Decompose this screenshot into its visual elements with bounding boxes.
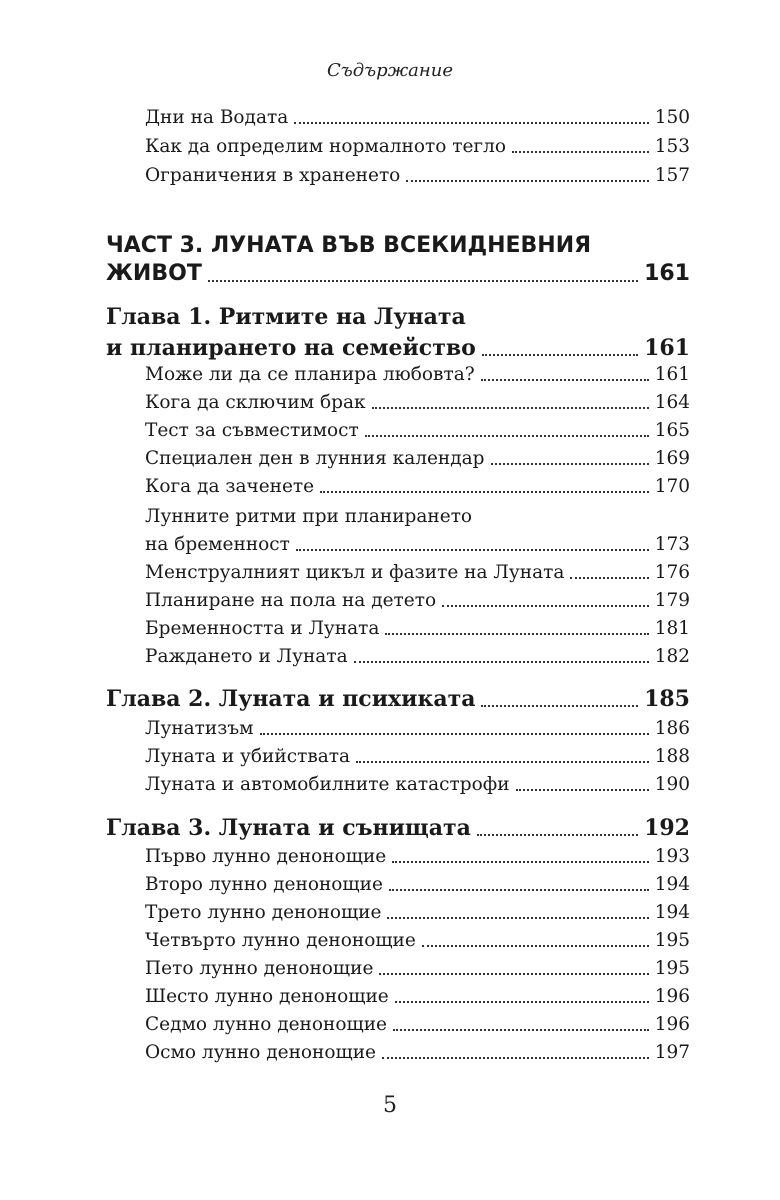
- toc-entry-page: 193: [654, 846, 690, 867]
- toc-entry-label: Луната и автомобилните катастрофи: [145, 774, 510, 795]
- chapter-title-line1: Глава 1. Ритмите на Луната: [106, 304, 466, 330]
- toc-entry-page: 182: [654, 646, 690, 667]
- dot-leader: [379, 973, 648, 975]
- toc-entry: [145, 1011, 690, 1039]
- part-page: 161: [644, 261, 690, 286]
- toc-entry-page: 194: [654, 874, 690, 895]
- toc-entry-page: 150: [654, 107, 690, 128]
- toc-entry: [145, 133, 690, 161]
- chapter-heading: [106, 682, 690, 716]
- toc-entry-page: 186: [654, 718, 690, 739]
- chapter-heading: [106, 811, 690, 845]
- toc-entry-page: 197: [654, 1042, 690, 1063]
- chapter-page: 192: [644, 815, 690, 841]
- dot-leader: [395, 1001, 649, 1003]
- dot-leader: [422, 945, 649, 947]
- toc-entry-page: 165: [654, 420, 690, 441]
- toc-entry: [145, 587, 690, 615]
- dot-leader: [389, 889, 649, 891]
- toc-entry-page: 153: [654, 136, 690, 157]
- dot-leader: [442, 605, 649, 607]
- toc-entry-label: Осмо лунно денонощие: [145, 1042, 377, 1063]
- chapter-title-line2: и планирането на семейство: [106, 335, 476, 361]
- toc-entry-label: Тест за съвместимост: [145, 420, 359, 441]
- toc-entry-page: 194: [654, 902, 690, 923]
- toc-entry-label: Седмо лунно денонощие: [145, 1014, 387, 1035]
- toc-entry-page: 161: [654, 364, 690, 385]
- toc-entry: [145, 531, 690, 559]
- toc-entry-page: 190: [654, 774, 690, 795]
- toc-entry-label: Ограничения в храненето: [145, 165, 401, 186]
- dot-leader: [482, 354, 638, 356]
- dot-leader: [296, 549, 649, 551]
- toc-entry-page: 196: [654, 986, 690, 1007]
- dot-leader: [406, 180, 648, 182]
- toc-entry-page: 173: [654, 534, 690, 555]
- page-number: 5: [383, 1093, 397, 1118]
- toc-entry-page: 170: [654, 476, 690, 497]
- part-heading: [106, 257, 690, 291]
- toc-entry: [145, 104, 690, 132]
- toc-entry: [145, 843, 690, 871]
- toc-entry-page: 164: [654, 392, 690, 413]
- toc-entry: [145, 361, 690, 389]
- dot-leader: [491, 463, 649, 465]
- toc-entry: [145, 715, 690, 743]
- dot-leader: [365, 435, 649, 437]
- toc-entry: [145, 615, 690, 643]
- toc-entry-page: 181: [654, 618, 690, 639]
- toc-entry: [145, 559, 690, 587]
- toc-entry-label: Шесто лунно денонощие: [145, 986, 389, 1007]
- dot-leader: [320, 491, 649, 493]
- toc-entry-page: 195: [654, 930, 690, 951]
- dot-leader: [382, 1057, 649, 1059]
- toc-entry-label: Дни на Водата: [145, 107, 289, 128]
- toc-entry-label: Лунатизъм: [145, 718, 254, 739]
- toc-entry: [145, 927, 690, 955]
- dot-leader: [516, 789, 649, 791]
- toc-entry: [145, 1039, 690, 1067]
- toc-entry-label: Първо лунно денонощие: [145, 846, 387, 867]
- chapter-title: Глава 3. Луната и сънищата: [106, 815, 471, 841]
- toc-entry-label: Раждането и Луната: [145, 646, 348, 667]
- toc-entry-label: Менструалният цикъл и фазите на Луната: [145, 562, 565, 583]
- dot-leader: [208, 280, 638, 282]
- toc-entry-page: 176: [654, 562, 690, 583]
- dot-leader: [570, 577, 648, 579]
- toc-entry: [145, 983, 690, 1011]
- toc-entry-label: Второ лунно денонощие: [145, 874, 383, 895]
- toc-entry-page: 179: [654, 590, 690, 611]
- toc-entry: [145, 389, 690, 417]
- part-title-line2: ЖИВОТ: [106, 261, 202, 286]
- toc-entry-label-line2: на бременност: [145, 534, 290, 555]
- chapter-title: Глава 2. Луната и психиката: [106, 686, 476, 712]
- dot-leader: [354, 661, 649, 663]
- toc-entry-label: Бременността и Луната: [145, 618, 380, 639]
- dot-leader: [260, 733, 649, 735]
- toc-entry-label: Планиране на пола на детето: [145, 590, 437, 611]
- toc-entry: [145, 743, 690, 771]
- dot-leader: [393, 1029, 649, 1031]
- dot-leader: [294, 122, 648, 124]
- toc-entry: [145, 445, 690, 473]
- toc-entry-label: Пето лунно денонощие: [145, 958, 374, 979]
- toc-entry-page: 157: [654, 165, 690, 186]
- dot-leader: [392, 861, 648, 863]
- toc-entry-label: Трето лунно денонощие: [145, 902, 382, 923]
- toc-entry-page: 169: [654, 448, 690, 469]
- toc-entry-label: Луната и убийствата: [145, 746, 351, 767]
- part-title-line1: ЧАСТ 3. ЛУНАТА ВЪВ ВСЕКИДНЕВНИЯ: [106, 233, 592, 258]
- toc-entry: [145, 162, 690, 190]
- dot-leader: [477, 834, 638, 836]
- toc-entry-label: Четвърто лунно денонощие: [145, 930, 416, 951]
- toc-entry: [145, 643, 690, 671]
- toc-entry: [145, 473, 690, 501]
- chapter-page: 161: [644, 335, 690, 361]
- running-header: Съдържание: [327, 60, 453, 81]
- toc-entry-label-line1: Лунните ритми при планирането: [145, 506, 473, 527]
- dot-leader: [512, 151, 649, 153]
- toc-entry: [145, 417, 690, 445]
- toc-entry-label: Може ли да се планира любовта?: [145, 364, 475, 385]
- toc-entry-label: Кога да заченете: [145, 476, 315, 497]
- toc-entry-label: Как да определим нормалното тегло: [145, 136, 507, 157]
- toc-entry-page: 195: [654, 958, 690, 979]
- toc-entry: [145, 899, 690, 927]
- toc-entry-label: Кога да сключим брак: [145, 392, 366, 413]
- toc-entry-page: 188: [654, 746, 690, 767]
- dot-leader: [481, 379, 649, 381]
- dot-leader: [372, 407, 649, 409]
- toc-entry: [145, 871, 690, 899]
- chapter-heading: [106, 331, 690, 365]
- toc-entry: [145, 955, 690, 983]
- dot-leader: [481, 705, 638, 707]
- dot-leader: [385, 633, 648, 635]
- dot-leader: [387, 917, 648, 919]
- toc-entry-label: Специален ден в лунния календар: [145, 448, 485, 469]
- toc-entry: [145, 771, 690, 799]
- toc-entry-page: 196: [654, 1014, 690, 1035]
- chapter-page: 185: [644, 686, 690, 712]
- dot-leader: [356, 761, 649, 763]
